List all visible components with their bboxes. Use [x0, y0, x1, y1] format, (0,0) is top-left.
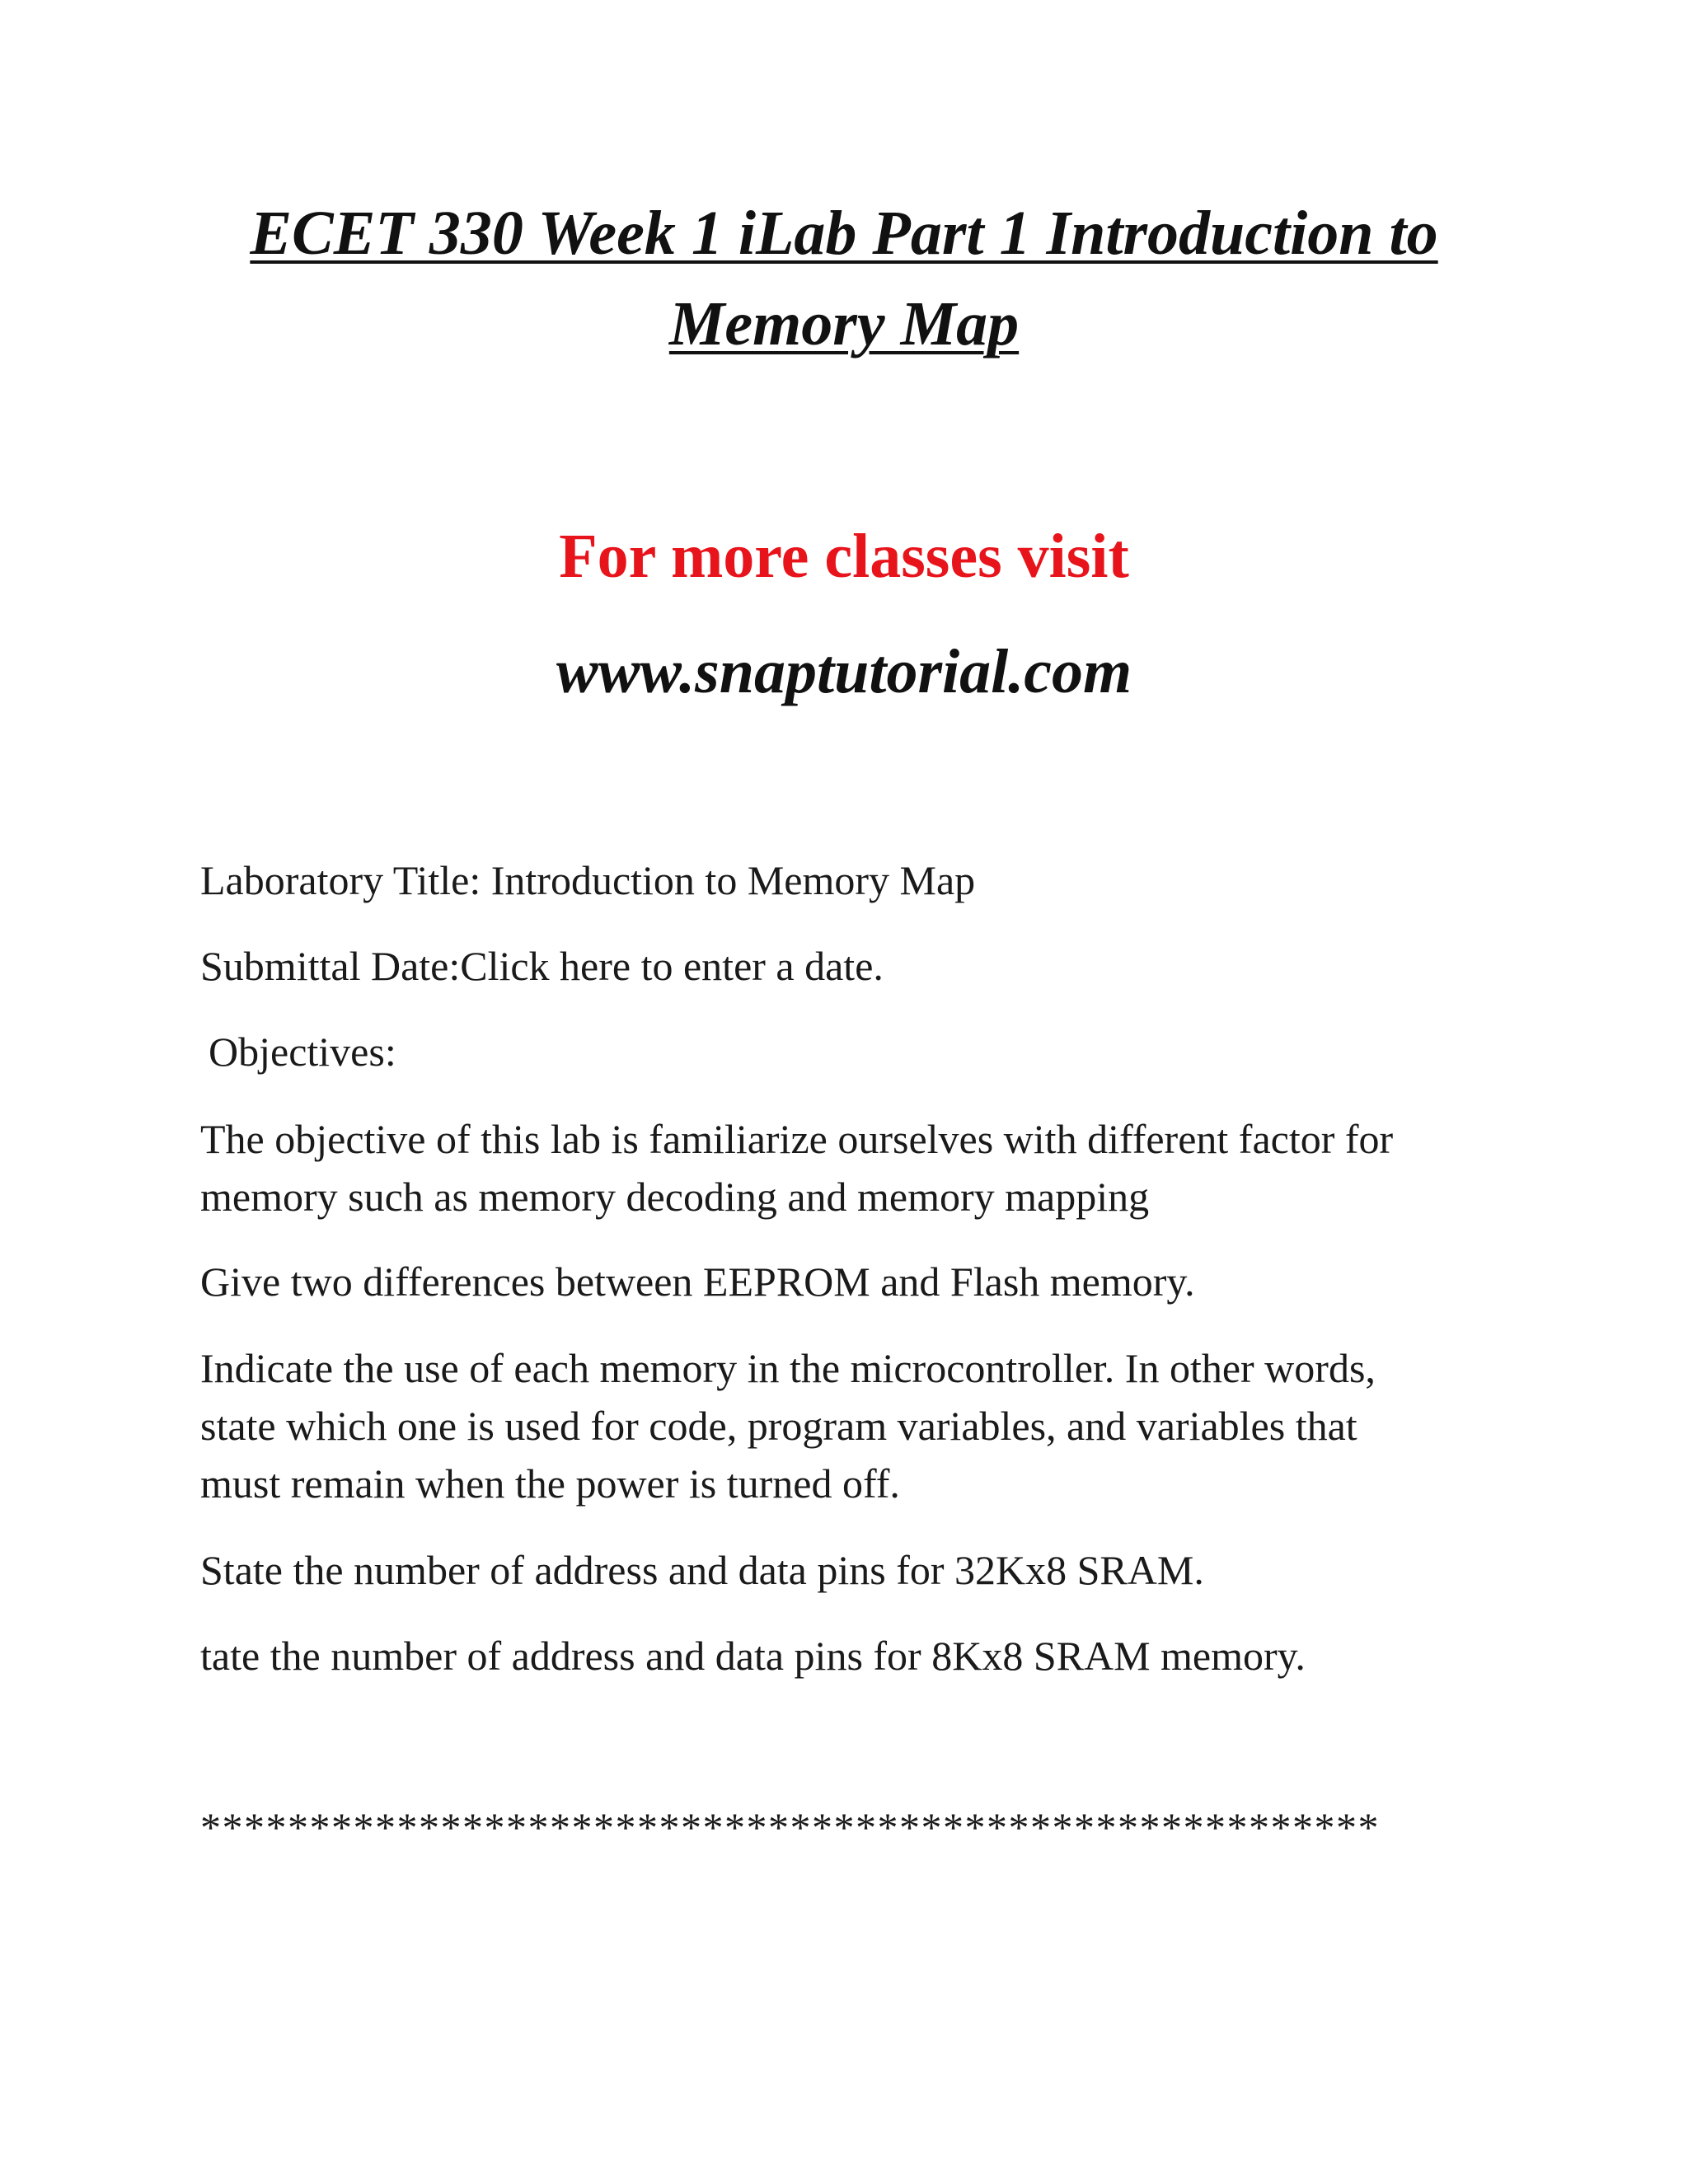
document-title-line1: ECET 330 Week 1 iLab Part 1 Introduction to [250, 199, 1438, 268]
question-32kx8-sram: State the number of address and data pins for 32Kx8 SRAM. [200, 1547, 1204, 1593]
question-memory-use-line-1: Indicate the use of each memory in the microcontroller. In other words, [200, 1345, 1376, 1391]
submittal-date: Submittal Date:Click here to enter a date. [200, 943, 884, 989]
question-eeprom-flash: Give two differences between EEPROM and Flash memory. [200, 1258, 1195, 1305]
objectives-heading: Objectives: [209, 1029, 396, 1075]
lab-title: Laboratory Title: Introduction to Memory Map [200, 857, 976, 903]
objective-line-1: The objective of this lab is familiarize ourselves with different factor for [200, 1116, 1394, 1162]
promo-url-link[interactable]: www.snaptutorial.com [556, 637, 1132, 706]
question-memory-use-line-2: state which one is used for code, program variables, and variables that [200, 1403, 1357, 1449]
promo-text: For more classes visit [559, 522, 1129, 591]
document-title-line2: Memory Map [668, 289, 1020, 359]
question-8kx8-sram: tate the number of address and data pins for 8Kx8 SRAM memory. [200, 1633, 1306, 1679]
objective-line-2: memory such as memory decoding and memory mapping [200, 1174, 1150, 1220]
separator-stars: ****************************************************** [200, 1804, 1380, 1850]
question-memory-use-line-3: must remain when the power is turned off. [200, 1460, 900, 1507]
